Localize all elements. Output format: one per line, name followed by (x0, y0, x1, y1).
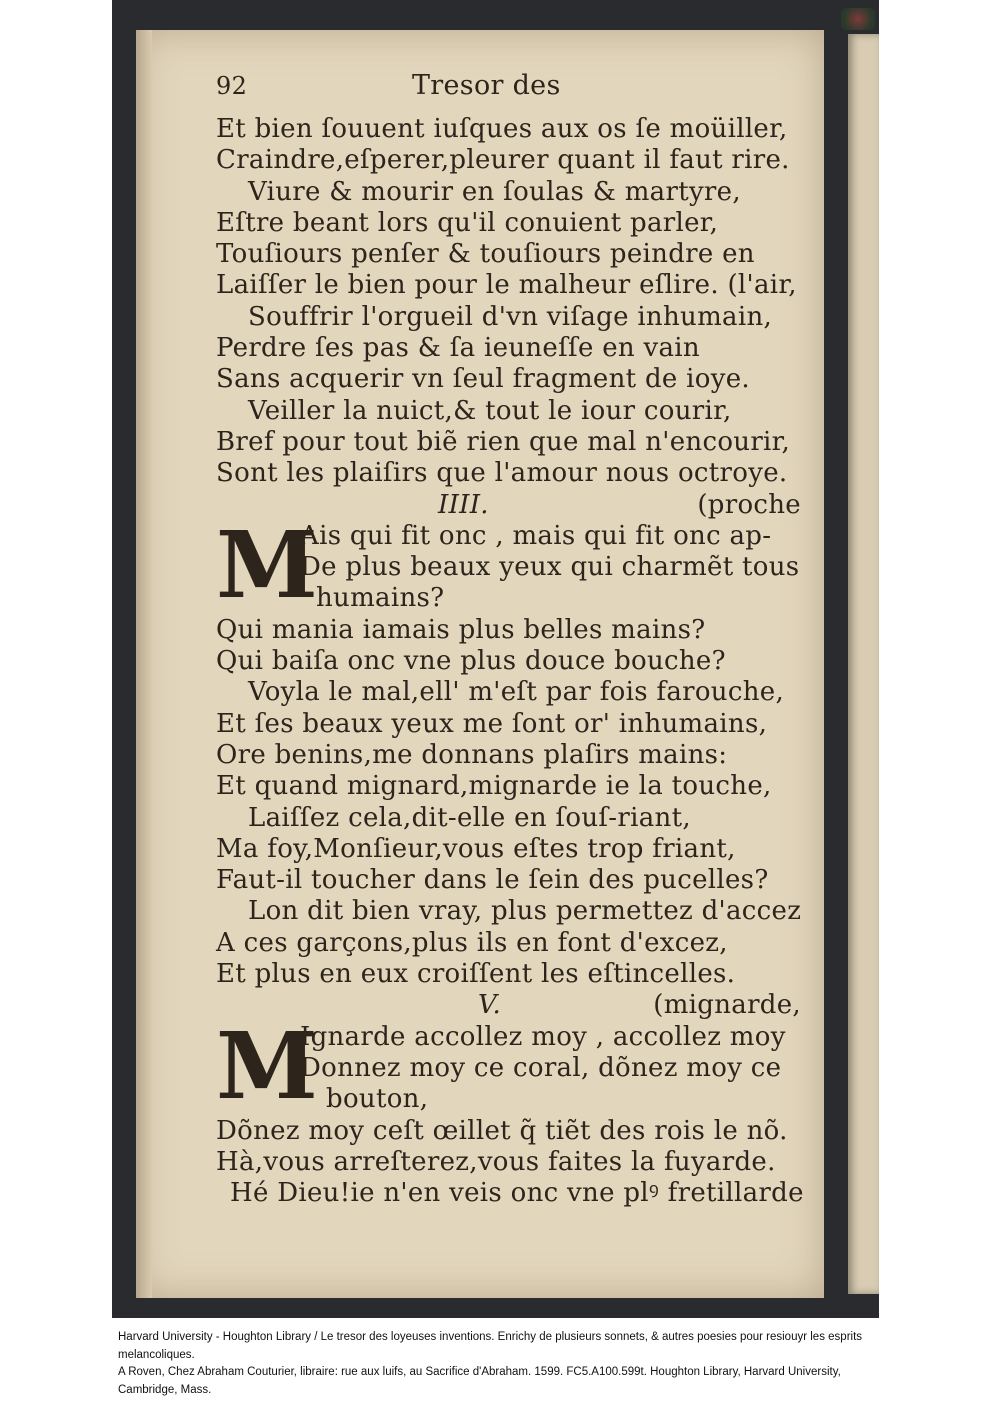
verse-line: Laiſſer le bien pour le malheur eſlire. (l'air, (216, 270, 797, 301)
ribbon-marker (841, 8, 875, 30)
turnover-word: (mignarde, (653, 990, 801, 1021)
verse-line: humains? (316, 583, 445, 614)
section-numeral: IIII. (438, 489, 489, 520)
verse-line: Lon dit bien vray, plus permettez d'accez (248, 896, 802, 927)
drop-cap: M (216, 510, 319, 619)
verse-line: Touſiours penſer & touſiours peindre en (216, 239, 755, 270)
facing-page-edge (848, 34, 879, 1294)
citation-line: A Roven, Chez Abraham Couturier, libraire: rue aux luifs, au Sacrifice d'Abraham. 1599. FC5.A100.599t. Houghton Library, Harvard University, Cambridge, Mass. (118, 1366, 841, 1396)
verse-line: Veiller la nuict,& tout le iour courir, (248, 395, 732, 426)
verse-line: Faut-il toucher dans le ſein des pucelles? (216, 865, 769, 896)
book-page (136, 30, 824, 1298)
verse-line: Eſtre beant lors qu'il conuient parler, (216, 207, 719, 238)
verse-line: De plus beaux yeux qui charmẽt tous (300, 552, 800, 583)
verse-line: Et quand mignard,mignarde ie la touche, (216, 771, 772, 802)
drop-cap: M (216, 1011, 319, 1120)
verse-line: Ais qui fit onc , mais qui fit onc ap- (300, 520, 772, 551)
stanza-v (216, 1115, 804, 1210)
stanza-iv (216, 615, 801, 991)
verse-line: Ma foy,Monſieur,vous eſtes trop friant, (216, 833, 736, 864)
verse-line: Qui mania iamais plus belles mains? (216, 614, 706, 645)
verse-line: Sans acquerir vn ſeul fragment de ioye. (216, 364, 750, 395)
scan-image (112, 0, 879, 1318)
page-header (216, 70, 801, 114)
verse-line: Sont les plaiſirs que l'amour nous octroye. (216, 458, 788, 489)
verse-line: Laiſſez cela,dit-elle en ſouſ-riant, (248, 802, 691, 833)
verse-line: Perdre ſes pas & ſa ieuneſſe en vain (216, 333, 700, 364)
verse-line: Et ſes beaux yeux me ſont or' inhumains, (216, 708, 768, 739)
verse-line: bouton, (326, 1084, 429, 1115)
verse-line: A ces garçons,plus ils en font d'excez, (216, 927, 728, 958)
verse-line: Ignarde accollez moy , accollez moy (300, 1021, 786, 1052)
section-numeral: V. (478, 990, 502, 1021)
turnover-word: (proche (697, 489, 801, 520)
verse-line: Et bien ſouuent iuſques aux os ſe moüiller, (216, 114, 788, 144)
verse-line: Hé Dieu!ie n'en veis onc vne plꝰ fretillarde (230, 1178, 804, 1209)
verse-line: Dõnez moy ceſt œillet q̃ tiẽt des rois le nõ. (216, 1115, 788, 1146)
citation-line: Harvard University - Houghton Library / Le tresor des loyeuses inventions. Enrichy de plusieurs sonnets, & autres poesies pour resiouyr les esprits melancoliques. (118, 1331, 863, 1361)
verse-line: Qui baiſa onc vne plus douce bouche? (216, 646, 726, 677)
stanza-a (216, 114, 801, 490)
verse-line: Bref pour tout biẽ rien que mal n'encourir, (216, 426, 791, 457)
verse-line: Hà,vous arreſterez,vous faites la fuyarde. (216, 1146, 776, 1177)
page-number: 92 (216, 72, 248, 100)
running-head: Tresor des (412, 70, 561, 101)
verse-line: Craindre,eſperer,pleurer quant il faut rire. (216, 145, 790, 176)
verse-line: Donnez moy ce coral, dõnez moy ce (300, 1052, 782, 1083)
verse-line: Voyla le mal,ell' m'eſt par fois farouche, (248, 677, 785, 708)
verse-line: Viure & mourir en ſoulas & martyre, (248, 176, 741, 207)
drop-cap-block (216, 510, 801, 619)
page-gutter (136, 30, 152, 1298)
library-citation (118, 1329, 878, 1399)
verse-line: Et plus en eux croiſſent les eſtincelles. (216, 959, 736, 990)
verse-line: Ore benins,me donnans plaſirs mains: (216, 739, 728, 770)
drop-cap-block (216, 1011, 801, 1120)
page-text (216, 70, 804, 1209)
verse-line: Souffrir l'orgueil d'vn viſage inhumain, (248, 301, 773, 332)
